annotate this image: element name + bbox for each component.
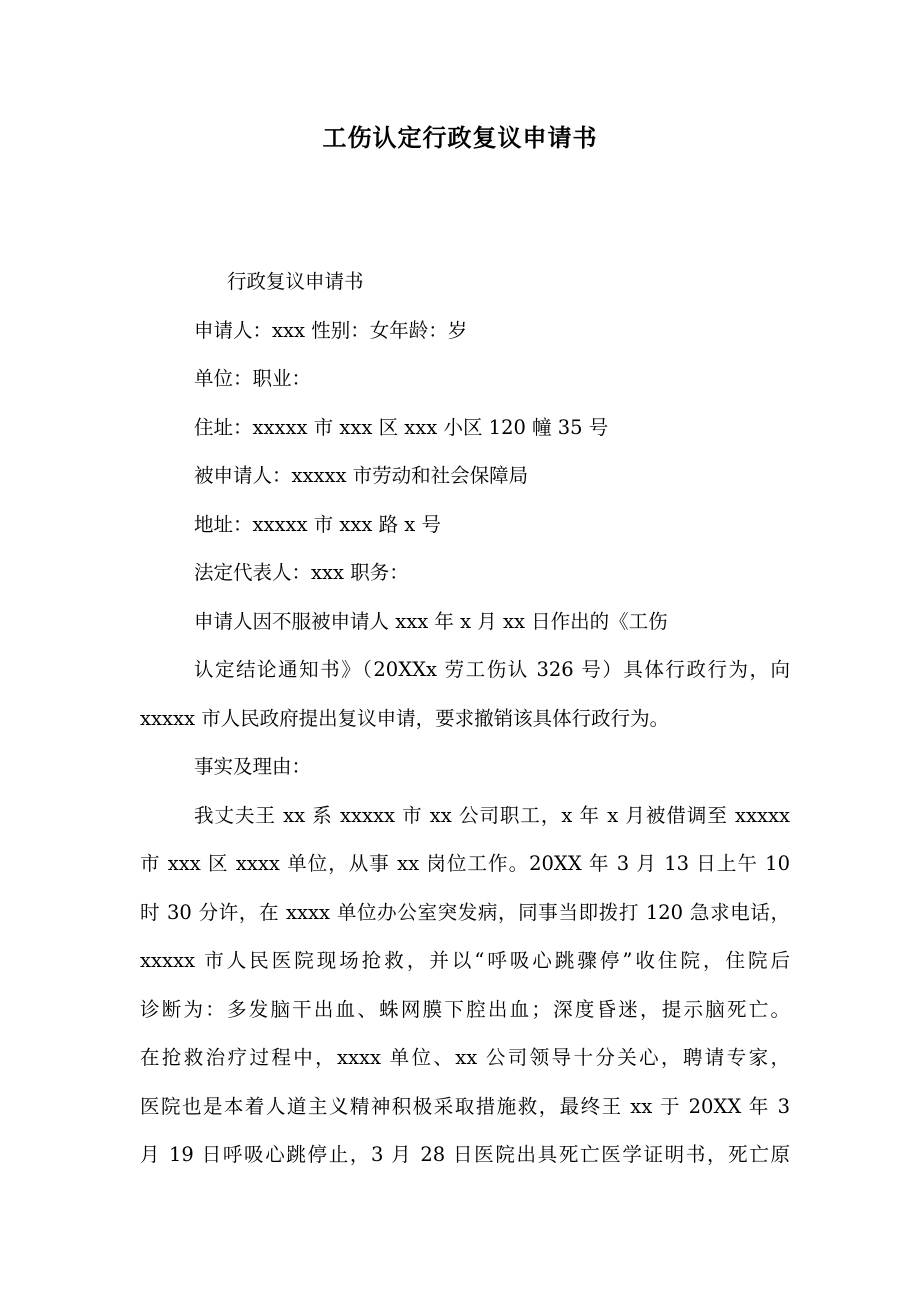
facts-line-6: 在抢救治疗过程中，xxxx 单位、xx 公司领导十分关心，聘请专家，	[140, 1046, 790, 1069]
facts-heading: 事实及理由：	[194, 755, 312, 778]
request-line-1: 申请人因不服被申请人 xxx 年 x 月 xx 日作出的《工伤	[194, 609, 668, 633]
facts-line-2: 市 xxx 区 xxxx 单位，从事 xx 岗位工作。20XX 年 3 月 13 日上午 10	[140, 852, 790, 875]
facts-line-3: 时 30 分许，在 xxxx 单位办公室突发病，同事当即拨打 120 急求电话，	[140, 900, 790, 924]
subheading: 行政复议申请书	[227, 270, 364, 293]
facts-line-1: 我丈夫王 xx 系 xxxxx 市 xx 公司职工，x 年 x 月被借调至 xxxxx	[194, 803, 790, 827]
facts-line-8: 月 19 日呼吸心跳停止，3 月 28 日医院出具死亡医学证明书，死亡原	[140, 1143, 790, 1166]
unit-line: 单位：职业：	[194, 367, 312, 390]
request-line-3: xxxxx 市人民政府提出复议申请，要求撤销该具体行政行为。	[140, 706, 670, 730]
document-title: 工伤认定行政复议申请书	[322, 124, 598, 152]
applicant-line: 申请人：xxx 性别：女年龄：岁	[194, 318, 468, 342]
respondent-line: 被申请人：xxxxx 市劳动和社会保障局	[194, 464, 529, 487]
legal-representative-line: 法定代表人：xxx 职务：	[194, 561, 409, 584]
facts-line-7: 医院也是本着人道主义精神积极采取措施救，最终王 xx 于 20XX 年 3	[140, 1094, 790, 1118]
address-line: 住址：xxxxx 市 xxx 区 xxx 小区 120 幢 35 号	[194, 415, 609, 439]
facts-line-5: 诊断为：多发脑干出血、蛛网膜下腔出血；深度昏迷，提示脑死亡。	[140, 997, 790, 1021]
document-body	[140, 258, 790, 1180]
facts-line-4: xxxxx 市人民医院现场抢救，并以“呼吸心跳骤停”收住院，住院后	[140, 949, 790, 972]
respondent-address-line: 地址：xxxxx 市 xxx 路 x 号	[194, 512, 441, 536]
request-line-2: 认定结论通知书》（20XXx 劳工伤认 326 号）具体行政行为，向	[194, 658, 790, 681]
